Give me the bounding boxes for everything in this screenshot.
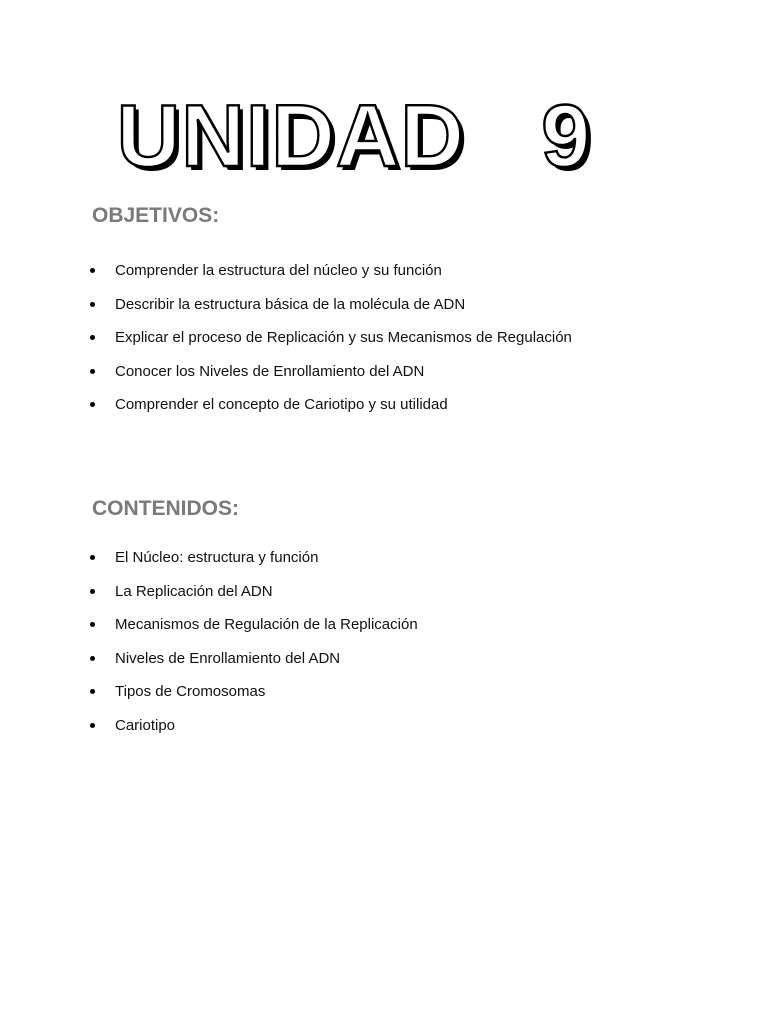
content-text: Niveles de Enrollamiento del ADN [115,649,341,667]
bullet-icon [90,555,95,560]
content-text: Tipos de Cromosomas [115,683,266,701]
bullet-icon [90,656,95,661]
content-text: El Núcleo: estructura y función [115,549,319,566]
bullet-icon [90,369,95,374]
objective-text: Explicar el proceso de Replicación y sus Mecanismos de Regulación [115,329,572,347]
bullet-icon [90,723,95,728]
bullet-icon [90,268,95,273]
bullet-icon [90,335,95,340]
content-text: La Replicación del ADN [115,582,273,600]
objective-text: Conocer los Niveles de Enrollamiento del ADN [115,362,425,380]
objectives-heading: OBJETIVOS: [92,204,220,227]
bullet-icon [90,589,95,594]
bullet-icon [90,622,95,627]
content-text: Mecanismos de Regulación de la Replicación [115,616,418,634]
bullet-icon [90,689,95,694]
objective-text: Comprender la estructura del núcleo y su función [115,262,442,279]
bullet-icon [90,302,95,307]
content-text: Cariotipo [115,716,176,734]
objective-text: Describir la estructura básica de la molécula de ADN [115,295,466,313]
unit-title: UNIDAD 9 [116,86,592,185]
bullet-icon [90,402,95,407]
contents-heading: CONTENIDOS: [92,497,239,520]
objective-text: Comprender el concepto de Cariotipo y su utilidad [115,396,448,414]
